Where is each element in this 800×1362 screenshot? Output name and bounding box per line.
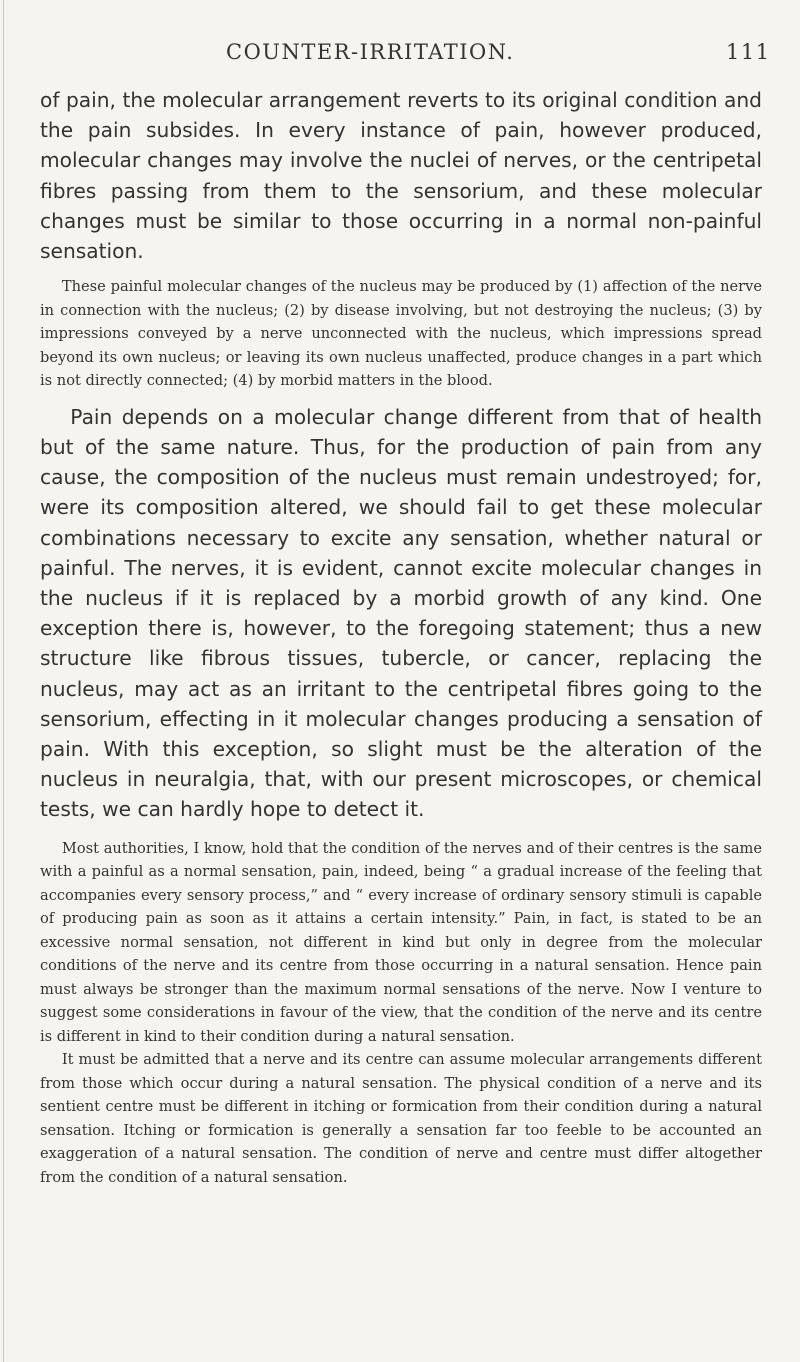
paragraph-continuation: of pain, the molecular arrangement reverts to its original condition and the pain subsides. In every instance of pain, however produced, molecular changes may involve the nuclei of nerves, or the centripetal fibres passing from them to the sensorium, and these molecular changes must be similar to those occurring in a normal non-painful sensation. [40,88,762,264]
running-title: COUNTER-IRRITATION. [226,40,515,64]
page-header [0,28,800,68]
paragraph-causes-note: These painful molecular changes of the nucleus may be produced by (1) affection of the nerve in connection with the nucleus; (2) by disease involving, but not destroying the nucleus; (3) by impressions conveyed by a nerve unconnected with the nucleus, which impressions spread beyond its own nucleus; or leaving its own nucleus unaffected, produce changes in a part which is not directly connected; (4) by morbid matters in the blood. [40,278,762,390]
page-body [40,85,762,1189]
paragraph-itching-note: It must be admitted that a nerve and its centre can assume molecular arrangements different from those which occur during a natural sensation. The physical condition of a nerve and its sentient centre must be different in itching or formication from their condition during a natural sensation. Itching or formication is generally a sensation far too feeble to be accounted an exaggeration of a natural sensation. The condition of nerve and centre must differ altogether from the condition of a natural sensation. [40,1051,762,1186]
page-gutter-edge [3,0,4,1362]
paragraph-authorities-note: Most authorities, I know, hold that the condition of the nerves and of their centres is the same with a painful as a normal sensation, pain, indeed, being “ a gradual increase of the feeling that accompanies every sensory process,” and “ every increase of ordinary sensory stimuli is capable of producing pain as soon as it attains a certain intensity.” Pain, in fact, is stated to be an excessive normal sensation, not different in kind but only in degree from the molecular conditions of the nerve and its centre from those occurring in a natural sensation. Hence pain must always be stronger than the maximum normal sensations of the nerve. Now I venture to suggest some considerations in favour of the view, that the condition of the nerve and its centre is different in kind to their condition during a natural sensation. [40,839,762,1045]
page-number: 111 [726,40,771,64]
paragraph-pain-molecular-change: Pain depends on a molecular change different from that of health but of the same nature. Thus, for the production of pain from any cause, the composition of the nucleus must remain undestroyed; for, were its composition altered, we should fail to get these molecular combinations necessary to excite any sensation, whether natural or painful. The nerves, it is evident, cannot excite molecular changes in the nucleus if it is replaced by a morbid growth of any kind. One exception there is, however, to the foregoing statement; thus a new structure like fibrous tissues, tubercle, or cancer, replacing the nucleus, may act as an irritant to the centripetal fibres going to the sensorium, effecting in it molecular changes producing a sensation of pain. With this exception, so slight must be the alteration of the nucleus in neuralgia, that, with our present microscopes, or chemical tests, we can hardly hope to detect it. [40,404,762,822]
